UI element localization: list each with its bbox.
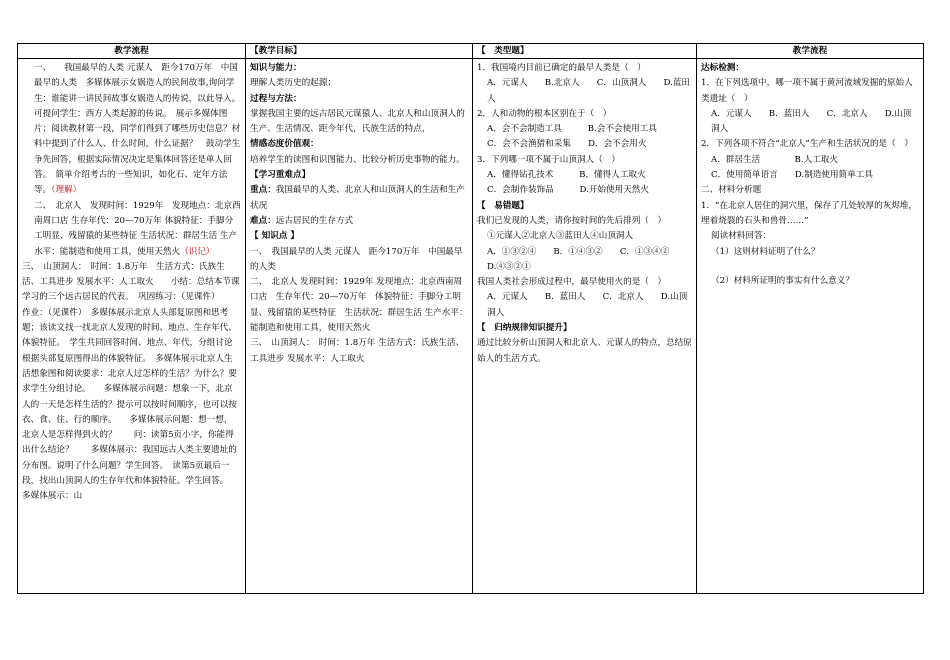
knowledge-point: 一、 我国最早的人类 元谋人 距今170万年 中国最早的人类 (250, 246, 463, 272)
assessment-column (697, 44, 923, 593)
section-text: 掌握我国主要的远古居民元谋猿人、北京人和山顶洞人的生产、生活情况、距今年代，氏族生活的特点， (250, 108, 465, 135)
column-header: 【教学目标】 (246, 44, 472, 59)
process-part-1: 一、 我国最早的人类 元谋人 距今170万年 中国最早的人类 多媒体展示女娲造人的民间故事,询问学生：谁能讲一讲民间故事女娲造人的传说，以此导入。可提问学生：西方人类起源的传说。 展示多媒体图片；阅读教材第一段，同学们得到了哪些历史信息？材料中提到了什么人、什么时间，什么证据？ 鼓动学生争先回答，根据实际情况决定是集体回答还是单人回答。 简单介绍考古的一些知识，如化石、定年方法等。（理解） (34, 63, 241, 196)
objectives-column (246, 44, 473, 593)
summary-text: 通过比较分析山顶洞人和北京人、元谋人的特点，总结原始人的生活方式。 (477, 338, 692, 364)
section-title: 二、材料分析题 (701, 185, 762, 196)
lesson-plan-table (17, 43, 924, 594)
section-title: 【 知识点 】 (250, 231, 299, 242)
section-title: 情感态度价值观： (250, 139, 319, 150)
question-options: A．懂得钻孔技术 B．懂得人工取火 (487, 170, 646, 181)
question-options: C．使用简单语言 D.制造使用简单工具 (711, 170, 873, 181)
material-question: （2）材料所证明的事实有什么意义？ (711, 275, 854, 286)
question: 2．下列各项不符合“北京人”生产和生活状况的是（ ） (701, 139, 913, 150)
exercises-column (473, 44, 697, 593)
question-options: A．元谋人 B．蓝田人 C．北京人 D.山顶洞人 (487, 292, 688, 318)
section-title: 【 归纳规律知识提升】 (477, 323, 572, 334)
question-options: C．会制作装饰品 D.开始使用天然火 (487, 185, 649, 196)
note-memorize: （识记） (180, 246, 215, 257)
question-list: ①元谋人②北京人③蓝田人④山顶洞人 (487, 231, 634, 242)
knowledge-point: 三、 山顶洞人： 时间：1.8万年 生活方式：氏族生活、工具进步 发展水平：人工取火 (250, 338, 465, 364)
section-text: 理解人类历史的起源； (250, 78, 336, 89)
note-understand: （理解） (51, 185, 82, 196)
question-options: A．①③②④ B．①④③② C．①③④② D.④③②① (487, 246, 687, 272)
question: 1．我国境内目前已确定的最早人类是（ ） (477, 63, 646, 73)
material-question: （1）这则材料证明了什么？ (711, 246, 820, 257)
process-part-2: 二、 北京人 发现时间：1929年 发现地点：北京西南周口店 生存年代：20—70万年 体貌特征：手脚分工明显、残留猿的某些特征 生活状况：群居生活 生产水平：能制造和使用工具，使用天然火（识记） (34, 200, 241, 257)
section-title: 达标检测： (701, 63, 744, 73)
column-header: 教学流程 (18, 44, 245, 59)
question-options: A．群居生活 B.人工取火 (711, 154, 838, 165)
question-options: C．会不会渔猎和采集 D．会不会用火 (487, 139, 647, 150)
material-instruction: 阅读材料回答： (711, 231, 772, 242)
section-text: 培养学生的读图和识图能力、比较分析历史事物的能力。 (250, 154, 465, 165)
difficult-point: 难点：远古居民的生存方式 (250, 215, 354, 226)
teaching-process-column (18, 44, 246, 593)
question: 我们已发现的人类，请你按时间的先后排列（ ） (477, 215, 667, 226)
question: 1．在下列选项中，哪一项不属于黄河流域发掘的原始人类遗址（ ） (701, 78, 913, 104)
question: 2．人和动物的根本区别在于（ ） (477, 108, 612, 119)
section-title: 过程与方法： (250, 93, 302, 104)
column-header: 教学流程 (697, 44, 923, 59)
key-point: 重点：我国最早的人类、北京人和山顶洞人的生活和生产状况 (250, 185, 465, 211)
section-title: 【 易错题】 (477, 200, 529, 211)
question-options: A．元谋人 B．蓝田人 C．北京人 D.山顶洞人 (711, 108, 912, 135)
section-title: 知识与能力： (250, 63, 302, 73)
question: 3．下列哪一项不属于山顶洞人（ ） (477, 154, 620, 165)
question-options: A．会不会制造工具 B.会不会使用工具 (487, 124, 657, 135)
question: 我国人类社会形成过程中，最早使用火的是（ ） (477, 277, 667, 288)
column-header: 【 类型题】 (473, 44, 696, 59)
material-text: 1．“在北京人居住的洞穴里，保存了几处较厚的灰烬堆，埋着烧裂的石头和兽骨……” (701, 200, 918, 226)
question-options: A．元谋人 B.北京人 C．山顶洞人 D.蓝田人 (487, 78, 691, 104)
process-part-3: 三、 山顶洞人： 时间：1.8万年 生活方式：氏族生活、工具进步 发展水平：人工取火 小结：总结本节课学习的三个远古居民的代表。 巩固练习：（见课件） 作业：（见课件） 多媒体展示北京人头部复原图和思考题；该读文找一找北京人发现的时间、地点、生存年代、体貌特征。 学生共同回答时间、地点、年代，分组讨论根据头部复原图得出的体貌特征。 多媒体展示北京人生活想象图和阅读要求：北京人过怎样的生活？为什么？要求学生分组讨论。 多媒体展示问题：想象一下，北京人的一天是怎样生活的？提示可以按时间顺序，也可以按衣、食、住、行的顺序。 多媒体展示问题：想一想，北京人是怎样得到火的？ 问：读第5页小字，你能得出什么结论？ 多媒体展示：我国远古人类主要遗址的分布图。说明了什么问题？学生回答。 读第5页最后一段，找出山顶洞人的生存年代和体貌特征。学生回答。 多媒体展示：山 (22, 261, 242, 502)
knowledge-point: 二、 北京人 发现时间：1929年 发现地点：北京西南周口店 生存年代：20—70万年 体貌特征：手脚分工明显、残留猿的某些特征 生活状况：群居生活 生产水平：能制造和使用工具，使用天然火 (250, 277, 468, 334)
section-title: 【学习重难点】 (250, 170, 311, 181)
